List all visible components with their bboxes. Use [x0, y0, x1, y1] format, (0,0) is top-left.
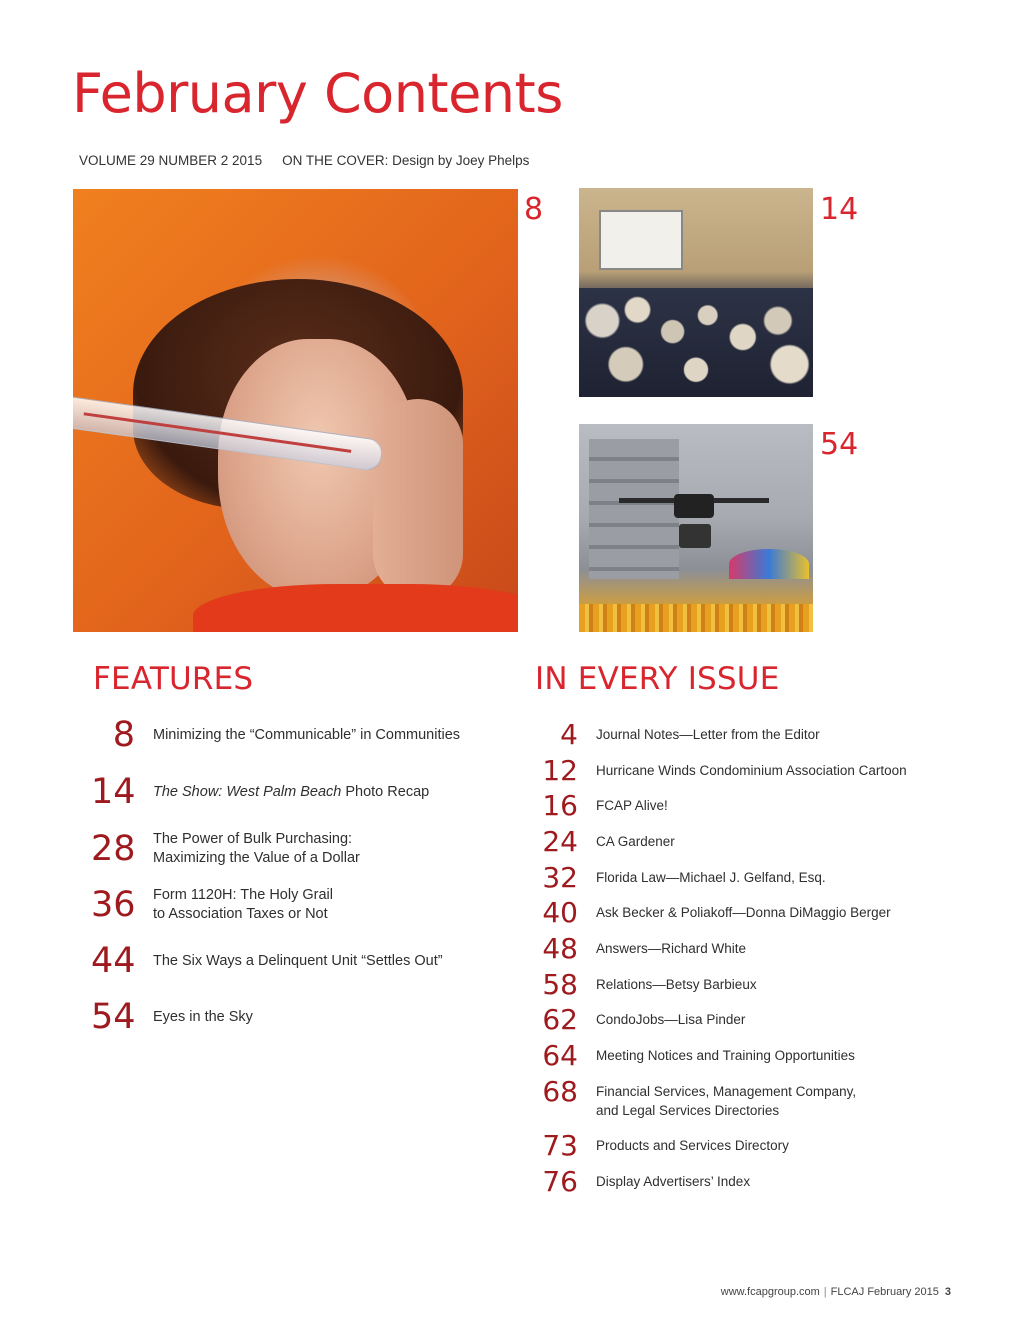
issue-item[interactable]	[536, 898, 891, 928]
footer-publication: FLCAJ February 2015	[830, 1286, 939, 1298]
feature-title: The Six Ways a Delinquent Unit “Settles Out”	[153, 953, 443, 969]
feature-item[interactable]	[91, 941, 443, 981]
cover-photo-thermometer-woman	[73, 189, 518, 632]
feature-page-number: 36	[91, 884, 136, 925]
issue-title: Journal Notes—Letter from the Editor	[596, 727, 820, 742]
issue-item[interactable]	[536, 1005, 745, 1035]
issue-title: Products and Services Directory	[596, 1138, 789, 1153]
issue-page-number: 68	[542, 1075, 578, 1108]
feature-title: Minimizing the “Communicable” in Communities	[153, 727, 461, 743]
issue-page-number: 58	[542, 968, 578, 1001]
every-issue-heading: IN EVERY ISSUE	[535, 661, 780, 697]
issue-title: Ask Becker & Poliakoff—Donna DiMaggio Berger	[596, 905, 891, 920]
photo-page-number-main: 8	[524, 192, 544, 227]
footer-page-number: 3	[944, 1286, 951, 1298]
cover-credit: ON THE COVER: Design by Joey Phelps	[282, 153, 530, 168]
issue-item[interactable]	[536, 1131, 789, 1161]
issue-page-number: 32	[542, 861, 578, 894]
conference-audience-photo	[579, 188, 813, 397]
feature-title: The Power of Bulk Purchasing: Maximizing the Value of a Dollar	[153, 831, 360, 866]
issue-page-number: 76	[542, 1165, 578, 1198]
drone-photo	[579, 424, 813, 632]
issue-item[interactable]	[536, 1041, 855, 1071]
issue-page-number: 64	[542, 1039, 578, 1072]
issue-item[interactable]	[536, 756, 907, 786]
umbrella	[729, 549, 809, 579]
issue-title: Financial Services, Management Company, and Legal Services Directories	[596, 1084, 857, 1118]
issue-title: Answers—Richard White	[596, 941, 747, 956]
issue-page-number: 16	[542, 789, 578, 822]
drone-icon	[674, 494, 714, 518]
flower-bed	[579, 604, 813, 632]
feature-item[interactable]	[91, 997, 253, 1037]
photo-page-number-drone: 54	[820, 427, 859, 462]
issue-item[interactable]	[536, 970, 757, 1000]
issue-title: Florida Law—Michael J. Gelfand, Esq.	[596, 870, 826, 885]
feature-page-number: 14	[91, 772, 136, 812]
photo-building	[589, 439, 679, 579]
feature-item[interactable]	[91, 830, 360, 868]
issue-title: Display Advertisers’ Index	[596, 1174, 751, 1189]
issue-meta	[79, 153, 529, 168]
issue-page-number: 24	[542, 825, 578, 858]
photo-page-number-conference: 14	[820, 192, 859, 227]
issue-item[interactable]	[536, 720, 820, 750]
footer-divider: |	[823, 1286, 827, 1298]
feature-title: Eyes in the Sky	[153, 1009, 253, 1025]
issue-title: Meeting Notices and Training Opportunities	[596, 1048, 855, 1063]
feature-title: Form 1120H: The Holy Grail to Association Taxes or Not	[153, 887, 333, 922]
issue-page-number: 40	[542, 896, 578, 929]
feature-page-number: 28	[91, 828, 136, 869]
issue-item[interactable]	[536, 827, 675, 857]
feature-item[interactable]	[91, 772, 430, 812]
features-heading: FEATURES	[93, 661, 254, 697]
issue-page-number: 48	[542, 932, 578, 965]
feature-page-number: 54	[91, 997, 136, 1037]
issue-page-number: 62	[542, 1003, 578, 1036]
issue-page-number: 73	[542, 1129, 578, 1162]
audience-crowd	[579, 288, 813, 397]
issue-page-number: 12	[542, 754, 578, 787]
issue-item[interactable]	[536, 1167, 750, 1197]
issue-title: CondoJobs—Lisa Pinder	[596, 1012, 746, 1027]
feature-title: The Show: West Palm Beach Photo Recap	[153, 784, 430, 800]
issue-title: CA Gardener	[596, 834, 675, 849]
issue-title: FCAP Alive!	[596, 798, 668, 813]
page-title: February Contents	[72, 62, 563, 125]
photo-hand	[373, 399, 463, 599]
issue-item[interactable]	[536, 1077, 856, 1120]
footer-site-link[interactable]: www.fcapgroup.com	[720, 1286, 820, 1298]
issue-item[interactable]	[536, 934, 746, 964]
drone-camera	[679, 524, 711, 548]
issue-page-number: 4	[560, 718, 578, 751]
issue-item[interactable]	[536, 863, 826, 893]
issue-title: Hurricane Winds Condominium Association Cartoon	[596, 763, 907, 778]
photo-shirt	[193, 584, 518, 632]
feature-item[interactable]	[91, 886, 333, 924]
feature-page-number: 44	[91, 941, 136, 981]
page-footer	[721, 1286, 951, 1298]
feature-item[interactable]	[91, 715, 461, 755]
projector-screen	[599, 210, 683, 270]
volume-info: VOLUME 29 NUMBER 2 2015	[79, 153, 263, 168]
issue-title: Relations—Betsy Barbieux	[596, 977, 757, 992]
issue-item[interactable]	[536, 791, 668, 821]
feature-page-number: 8	[112, 715, 135, 755]
